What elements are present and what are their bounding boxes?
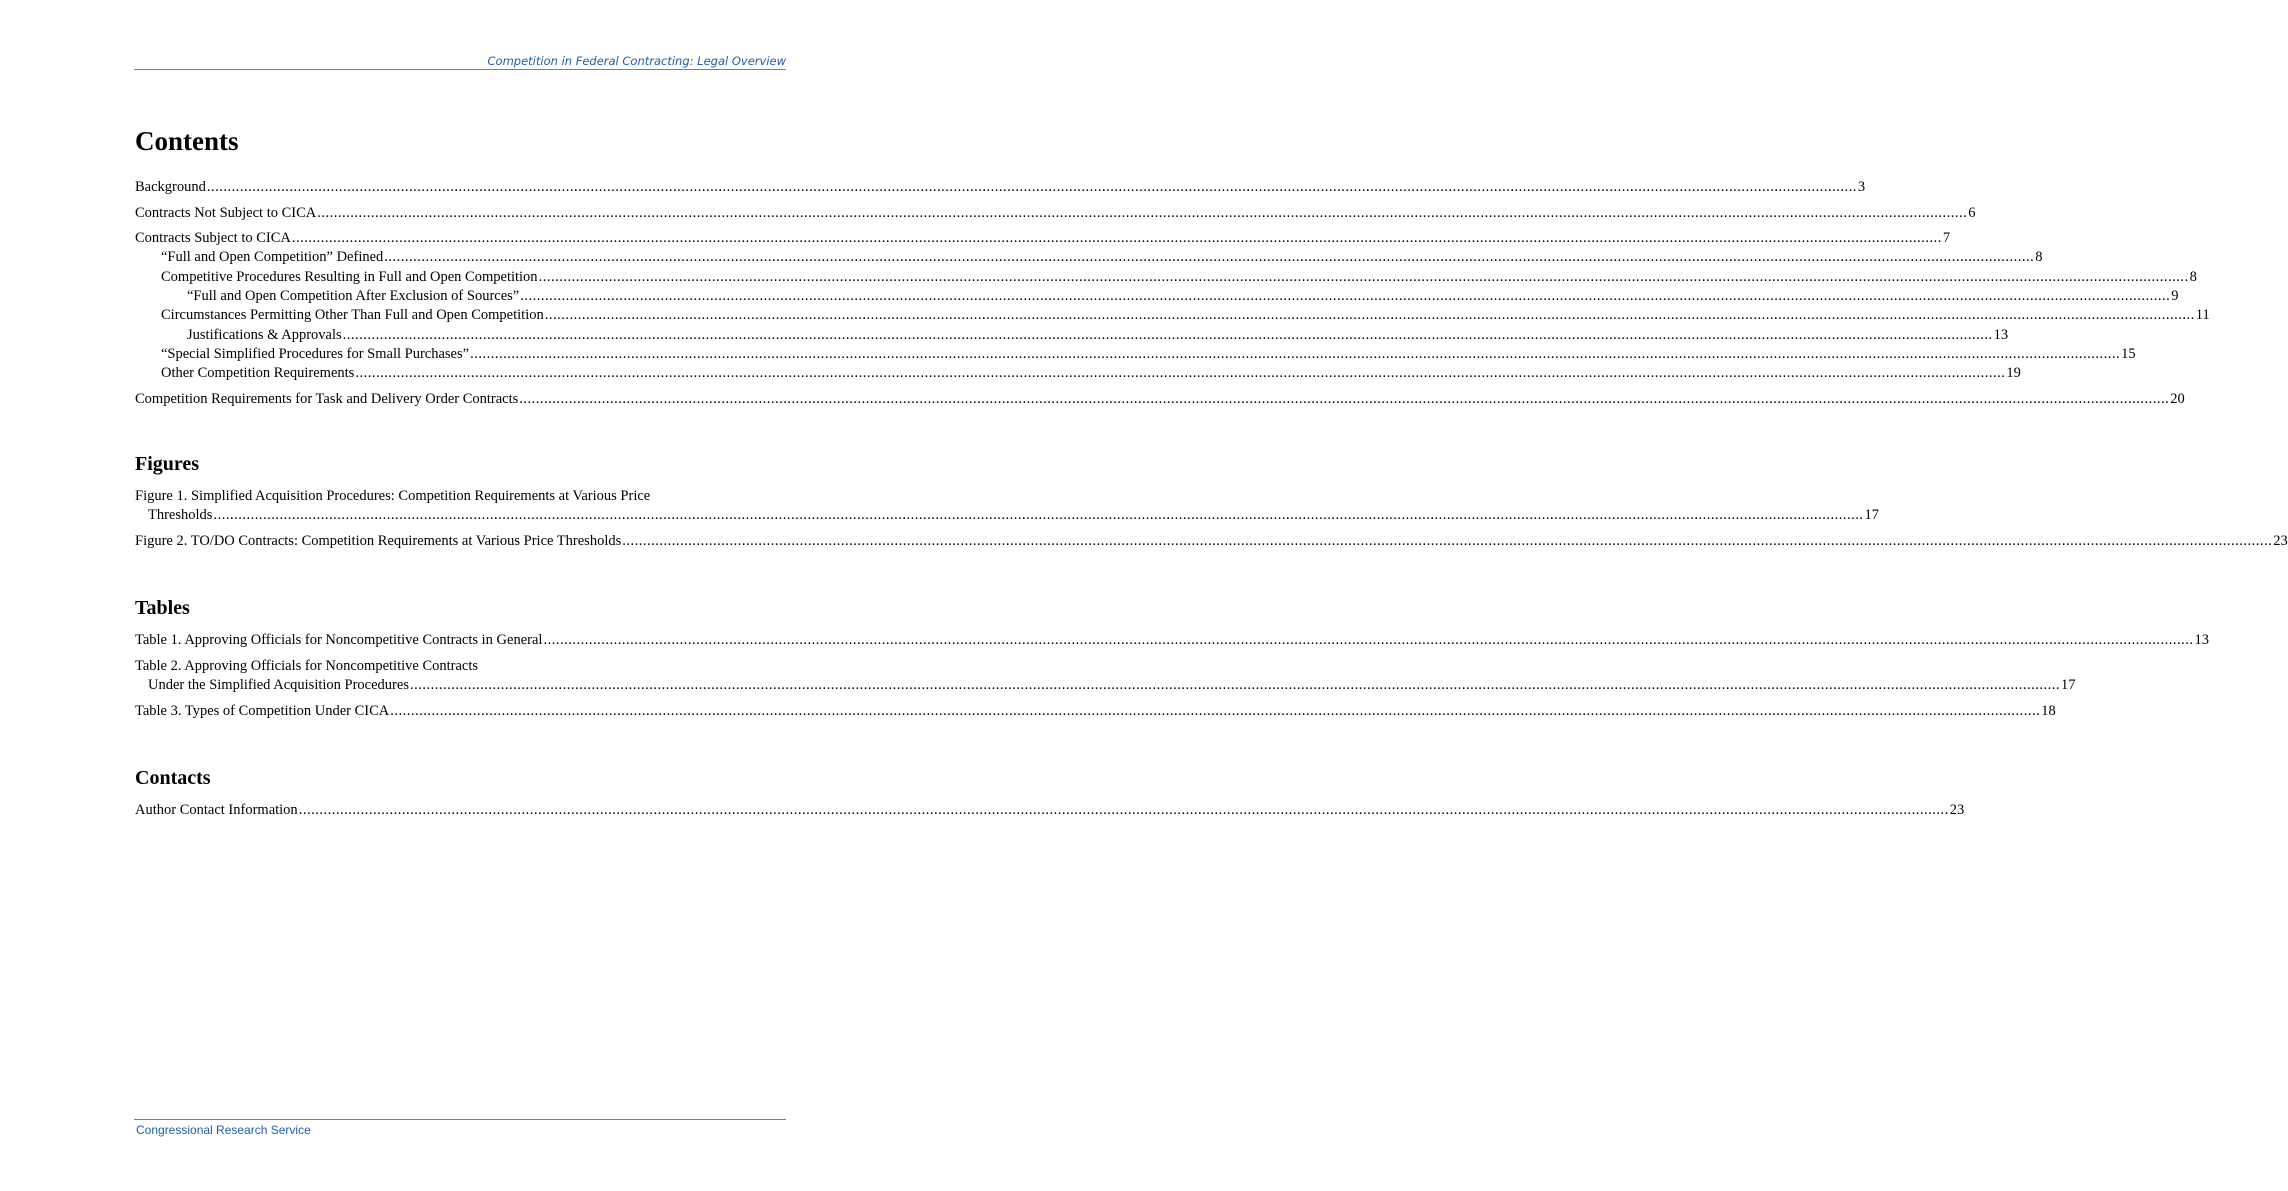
toc-page-number: 13 <box>2194 632 2209 649</box>
toc-entry-justifications[interactable] <box>135 326 2009 345</box>
toc-page-number: 11 <box>2195 307 2210 324</box>
toc-entry-label: Competition Requirements for Task and Delivery Order Contracts <box>135 390 519 407</box>
toc-entry-label: Other Competition Requirements <box>161 365 355 382</box>
toc-page-number: 8 <box>2189 268 2197 285</box>
toc-page-number: 20 <box>2170 390 2185 407</box>
dot-leader: ................................................................................................................................................................................................................................................................................................................................................................................................................ <box>298 802 1949 819</box>
dot-leader: ................................................................................................................................................................................................................................................................................................................................................................................................................ <box>622 533 2273 550</box>
toc-entry-label-continued: Under the Simplified Acquisition Procedures <box>148 677 409 694</box>
toc-entry-exclusion-of-sources[interactable] <box>135 287 2179 306</box>
header-rule <box>134 69 786 70</box>
toc-entry-other-requirements[interactable] <box>135 364 2021 383</box>
footer-organization: Congressional Research Service <box>136 1123 311 1137</box>
dot-leader: ................................................................................................................................................................................................................................................................................................................................................................................................................ <box>390 702 2041 719</box>
toc-entry-label: Figure 2. TO/DO Contracts: Competition Requirements at Various Price Thresholds <box>135 533 622 550</box>
toc-entry-label: Author Contact Information <box>135 802 298 819</box>
toc-page-number: 7 <box>1942 230 1951 247</box>
toc-entry-small-purchases[interactable] <box>135 345 2136 364</box>
contacts-list <box>135 801 1965 820</box>
toc-entry-label: “Special Simplified Procedures for Small Purchases” <box>161 345 470 362</box>
toc-page-number: 19 <box>2006 365 2021 382</box>
dot-leader: ................................................................................................................................................................................................................................................................................................................................................................................................................ <box>317 204 1968 221</box>
toc-entry-label: Contracts Subject to CICA <box>135 230 291 247</box>
toc-entry-label: Competitive Procedures Resulting in Full and Open Competition <box>161 268 538 285</box>
dot-leader: ................................................................................................................................................................................................................................................................................................................................................................................................................ <box>384 249 2035 266</box>
tables-section <box>135 595 2209 721</box>
toc-page-number: 18 <box>2041 702 2056 719</box>
toc-page-number: 9 <box>2171 288 2179 305</box>
dot-leader: ................................................................................................................................................................................................................................................................................................................................................................................................................ <box>470 345 2121 362</box>
toc-entry-label: Contracts Not Subject to CICA <box>135 204 317 221</box>
toc-page-number: 23 <box>1949 802 1965 819</box>
toc-entry-label: “Full and Open Competition After Exclusion of Sources” <box>187 288 520 305</box>
toc-page-number: 3 <box>1857 179 1866 195</box>
toc-entry-table-1[interactable] <box>135 631 2209 650</box>
toc-entry-label-continued: Thresholds <box>148 507 213 524</box>
toc-entry-label: Table 3. Types of Competition Under CICA <box>135 702 390 719</box>
contacts-heading: Contacts <box>135 767 211 790</box>
dot-leader: ................................................................................................................................................................................................................................................................................................................................................................................................................ <box>543 632 2194 649</box>
toc-page-number: 17 <box>2060 677 2076 694</box>
toc-entry-task-delivery[interactable] <box>135 390 2185 409</box>
dot-leader: ................................................................................................................................................................................................................................................................................................................................................................................................................ <box>206 179 1857 195</box>
contents-list <box>135 178 2210 409</box>
toc-page-number: 6 <box>1968 204 1976 221</box>
toc-entry-label: Justifications & Approvals <box>187 326 342 343</box>
toc-entry-label: Table 2. Approving Officials for Noncompetitive Contracts <box>135 657 479 674</box>
figures-list <box>135 487 2288 551</box>
dot-leader: ................................................................................................................................................................................................................................................................................................................................................................................................................ <box>355 365 2006 382</box>
toc-entry-author-contact[interactable] <box>135 801 1965 820</box>
toc-page-number: 17 <box>1864 507 1879 524</box>
toc-page-number: 13 <box>1993 326 2009 343</box>
figures-heading: Figures <box>135 453 200 476</box>
toc-entry-subject[interactable] <box>135 229 1951 248</box>
toc-page-number: 8 <box>2035 249 2043 266</box>
footer-rule <box>134 1119 786 1120</box>
toc-entry-label: Circumstances Permitting Other Than Full and Open Competition <box>161 307 544 324</box>
toc-entry-figure-2[interactable] <box>135 532 2288 551</box>
toc-entry-not-subject[interactable] <box>135 204 1976 223</box>
toc-page <box>135 124 2288 820</box>
toc-page-number: 15 <box>2121 345 2136 362</box>
tables-list <box>135 631 2209 721</box>
toc-entry-label: Figure 1. Simplified Acquisition Procedures: Competition Requirements at Various Price <box>135 488 651 505</box>
contents-heading: Contents <box>135 126 239 156</box>
toc-page-number: 23 <box>2273 533 2288 550</box>
toc-entry-figure-1[interactable] <box>135 487 1879 526</box>
toc-entry-competitive-procedures[interactable] <box>135 268 2197 287</box>
toc-entry-table-3[interactable] <box>135 702 2056 721</box>
dot-leader: ................................................................................................................................................................................................................................................................................................................................................................................................................ <box>213 507 1864 524</box>
toc-entry-background[interactable] <box>135 178 1866 197</box>
toc-entry-table-2[interactable] <box>135 657 2076 696</box>
contacts-section <box>135 765 1965 820</box>
dot-leader: ................................................................................................................................................................................................................................................................................................................................................................................................................ <box>519 390 2170 407</box>
toc-entry-label: “Full and Open Competition” Defined <box>161 249 384 266</box>
dot-leader: ................................................................................................................................................................................................................................................................................................................................................................................................................ <box>291 230 1942 247</box>
toc-entry-full-open-defined[interactable] <box>135 248 2043 267</box>
toc-entry-other-than-full[interactable] <box>135 306 2210 325</box>
toc-entry-label: Table 1. Approving Officials for Noncompetitive Contracts in General <box>135 632 543 649</box>
dot-leader: ................................................................................................................................................................................................................................................................................................................................................................................................................ <box>342 326 1993 343</box>
toc-entry-label: Background <box>135 179 206 195</box>
dot-leader: ................................................................................................................................................................................................................................................................................................................................................................................................................ <box>520 288 2171 305</box>
figures-section <box>135 451 2288 551</box>
dot-leader: ................................................................................................................................................................................................................................................................................................................................................................................................................ <box>538 268 2189 285</box>
dot-leader: ................................................................................................................................................................................................................................................................................................................................................................................................................ <box>544 307 2195 324</box>
tables-heading: Tables <box>135 597 190 620</box>
running-header-title: Competition in Federal Contracting: Legal Overview <box>487 54 786 68</box>
dot-leader: ................................................................................................................................................................................................................................................................................................................................................................................................................ <box>409 677 2060 694</box>
